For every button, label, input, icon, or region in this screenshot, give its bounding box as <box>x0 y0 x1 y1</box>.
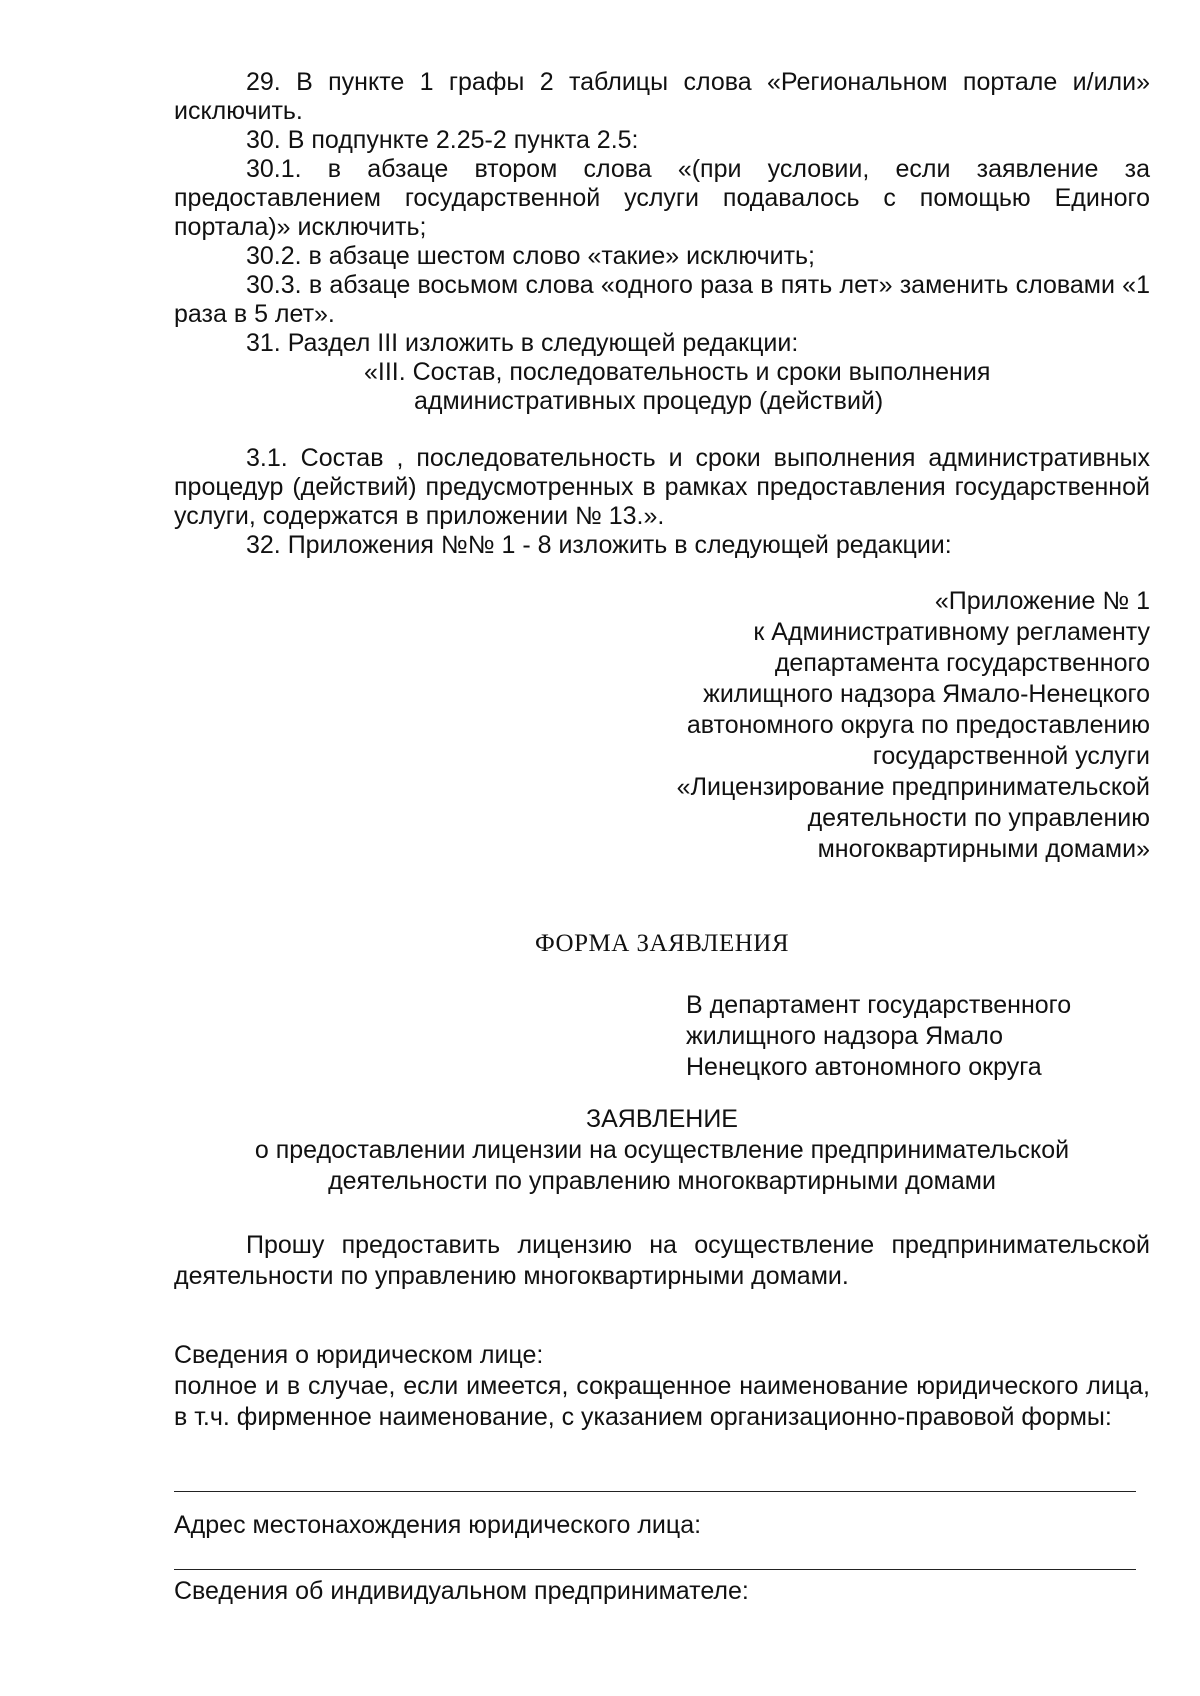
form-title: ФОРМА ЗАЯВЛЕНИЯ <box>534 930 790 957</box>
appendix-line-7: «Лицензирование предпринимательской <box>676 773 1150 801</box>
document-title: ЗАЯВЛЕНИЕ <box>585 1105 738 1133</box>
paragraph-32: 32. Приложения №№ 1 - 8 изложить в следующей редакции: <box>246 531 952 559</box>
paragraph-30-1: 30.1. в абзаце втором слова «(при условии, если заявление за предоставлением государственной услуги подавалось с помощью Единого портала)» исключить; <box>174 155 1150 241</box>
appendix-line-1: «Приложение № 1 <box>934 587 1150 615</box>
appendix-line-5: автономного округа по предоставлению <box>686 711 1150 739</box>
paragraph-30-2: 30.2. в абзаце шестом слово «такие» исключить; <box>246 242 816 270</box>
address-line <box>174 1569 1136 1570</box>
appendix-line-4: жилищного надзора Ямало-Ненецкого <box>703 680 1150 708</box>
request-paragraph: Прошу предоставить лицензию на осуществление предпринимательской деятельности по управлению многоквартирными домами. <box>174 1231 1150 1290</box>
appendix-line-8: деятельности по управлению <box>807 804 1150 832</box>
section-heading-line-1: «III. Состав, последовательность и сроки выполнения <box>364 358 991 386</box>
document-title-block <box>174 1104 1150 1197</box>
paragraph-31: 31. Раздел III изложить в следующей редакции: <box>246 329 799 357</box>
address-label: Адрес местонахождения юридического лица: <box>174 1511 702 1539</box>
section-heading-line-2: административных процедур (действий) <box>414 387 884 415</box>
paragraph-30: 30. В подпункте 2.25-2 пункта 2.5: <box>246 126 639 154</box>
addressee-block <box>686 990 1146 1083</box>
addressee-line-3: Ненецкого автономного округа <box>686 1053 1042 1081</box>
document-subtitle-line-1: о предоставлении лицензии на осуществление предпринимательской <box>254 1136 1070 1164</box>
appendix-line-3: департамента государственного <box>774 649 1150 677</box>
addressee-line-2: жилищного надзора Ямало <box>686 1022 1003 1050</box>
paragraph-29: 29. В пункте 1 графы 2 таблицы слова «Региональном портале и/или» исключить. <box>174 68 1150 125</box>
legal-entity-name-line <box>174 1491 1136 1492</box>
legal-entity-name-description: полное и в случае, если имеется, сокращенное наименование юридического лица, в т.ч. фирменное наименование, с указанием организационно-правовой формы: <box>174 1372 1150 1431</box>
legal-entity-label: Сведения о юридическом лице: <box>174 1341 544 1369</box>
document-subtitle-line-2: деятельности по управлению многоквартирными домами <box>328 1167 996 1195</box>
individual-entrepreneur-label: Сведения об индивидуальном предпринимателе: <box>174 1577 749 1605</box>
appendix-line-2: к Административному регламенту <box>753 618 1150 646</box>
appendix-header <box>174 586 1150 865</box>
appendix-line-6: государственной услуги <box>872 742 1150 770</box>
section-heading <box>360 358 1120 416</box>
paragraph-30-3: 30.3. в абзаце восьмом слова «одного раза в пять лет» заменить словами «1 раза в 5 лет». <box>174 271 1150 328</box>
appendix-line-9: многоквартирными домами» <box>817 835 1150 863</box>
paragraph-3-1: 3.1. Состав , последовательность и сроки выполнения административных процедур (действий) предусмотренных в рамках предоставления государственной услуги, содержатся в приложении № 13.». <box>174 444 1150 530</box>
addressee-line-1: В департамент государственного <box>686 991 1072 1019</box>
